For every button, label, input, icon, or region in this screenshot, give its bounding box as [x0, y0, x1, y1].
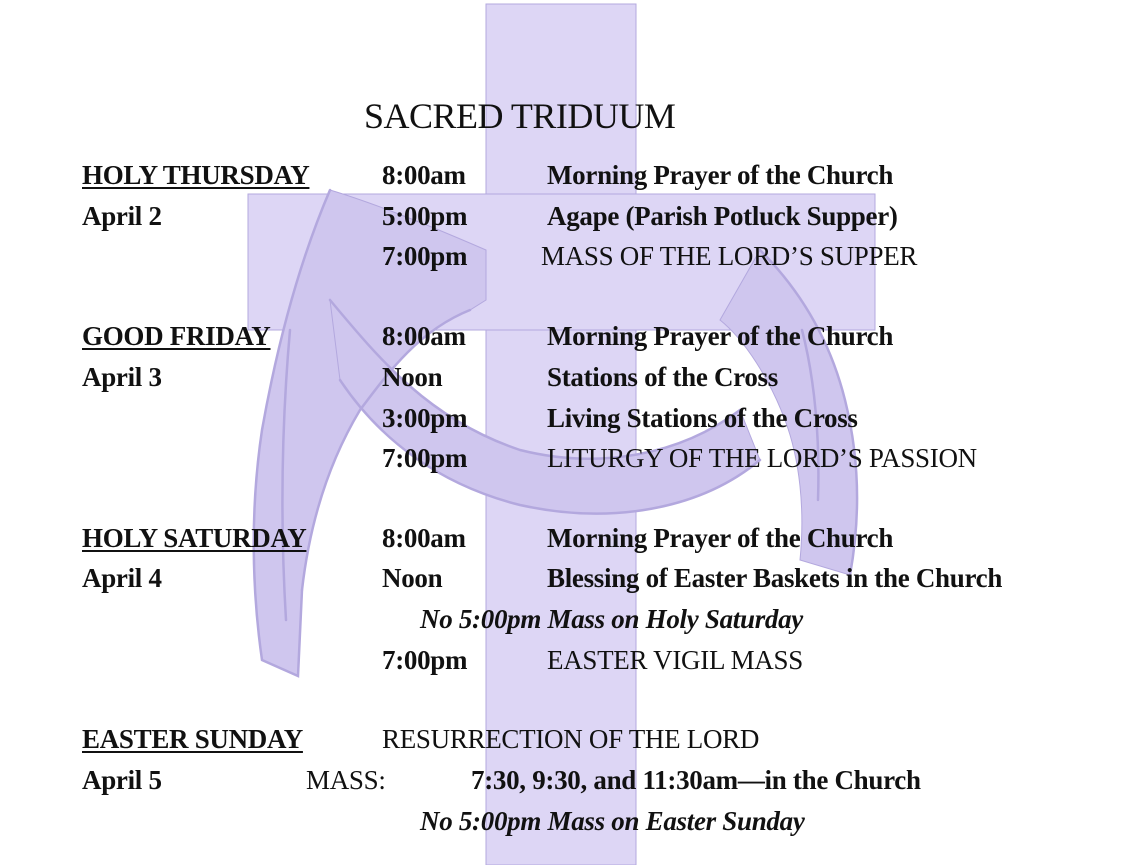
event-name: Morning Prayer of the Church — [547, 160, 894, 190]
event-name: Living Stations of the Cross — [547, 403, 858, 433]
event-time: 8:00am — [382, 523, 466, 553]
event-name: EASTER VIGIL MASS — [547, 645, 803, 675]
day-subheading: RESURRECTION OF THE LORD — [382, 724, 760, 754]
day-heading: HOLY THURSDAY — [82, 160, 310, 190]
event-time: Noon — [382, 563, 443, 593]
page-title: SACRED TRIDUUM — [364, 96, 676, 136]
event-name: LITURGY OF THE LORD’S PASSION — [547, 443, 977, 473]
event-time: 3:00pm — [382, 403, 468, 433]
event-name: MASS OF THE LORD’S SUPPER — [541, 241, 918, 271]
day-date: April 5 — [82, 765, 162, 795]
mass-label: MASS: — [306, 765, 386, 795]
day-heading: HOLY SATURDAY — [82, 523, 307, 553]
schedule-note: No 5:00pm Mass on Easter Sunday — [420, 806, 805, 836]
day-heading: EASTER SUNDAY — [82, 724, 303, 754]
day-heading: GOOD FRIDAY — [82, 321, 271, 351]
event-time: 7:00pm — [382, 443, 468, 473]
event-name: Blessing of Easter Baskets in the Church — [547, 563, 1003, 593]
mass-times: 7:30, 9:30, and 11:30am—in the Church — [471, 765, 921, 795]
event-time: 7:00pm — [382, 241, 468, 271]
day-date: April 2 — [82, 201, 162, 231]
event-time: 8:00am — [382, 321, 466, 351]
schedule-note: No 5:00pm Mass on Holy Saturday — [420, 604, 803, 634]
day-date: April 4 — [82, 563, 162, 593]
event-time: 7:00pm — [382, 645, 468, 675]
event-time: 8:00am — [382, 160, 466, 190]
event-time: Noon — [382, 362, 443, 392]
event-time: 5:00pm — [382, 201, 468, 231]
day-date: April 3 — [82, 362, 162, 392]
event-name: Morning Prayer of the Church — [547, 321, 894, 351]
event-name: Morning Prayer of the Church — [547, 523, 894, 553]
event-name: Agape (Parish Potluck Supper) — [547, 201, 898, 231]
event-name: Stations of the Cross — [547, 362, 778, 392]
